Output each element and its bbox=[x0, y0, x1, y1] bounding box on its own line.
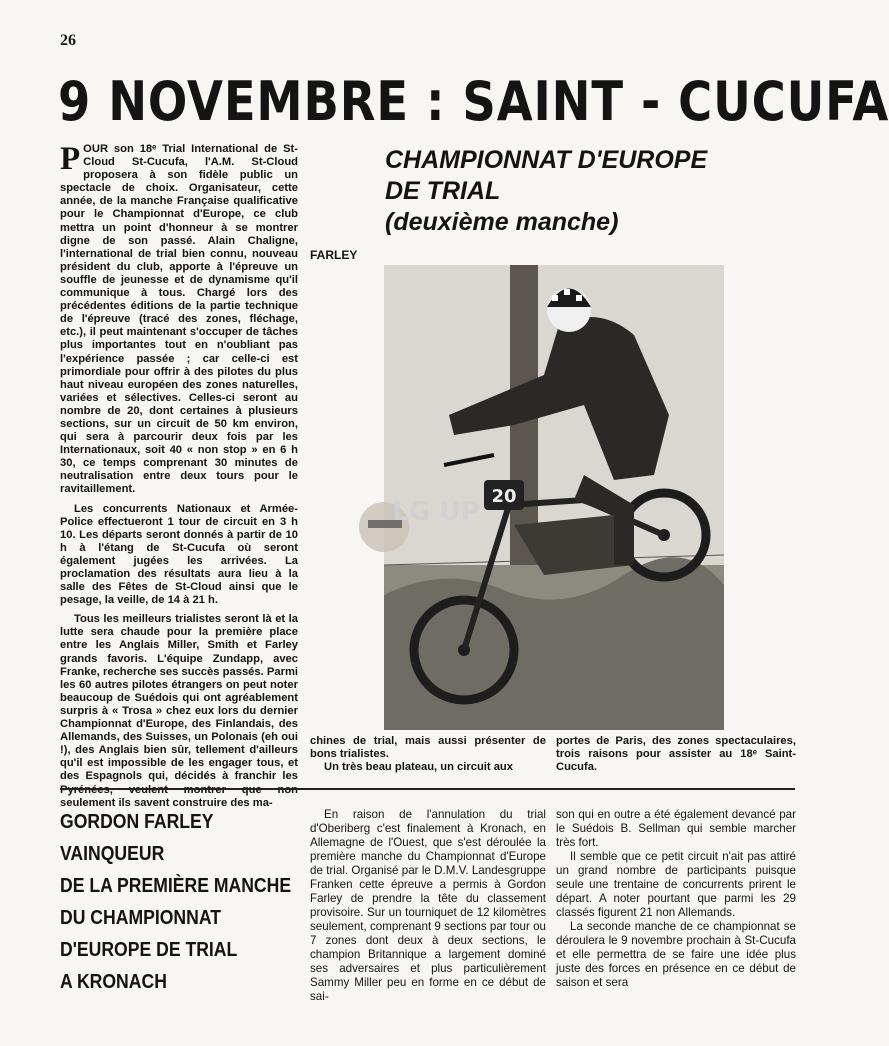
article-paragraph-3: Tous les meilleurs trialistes seront là et la lutte sera chaude pour la première place entre les Anglais Miller, Smith et Farley grands favoris. L'équipe Zundapp, avec Franke, recherche ses succès passés. Parmi les 60 autres pilotes étrangers on peut noter beaucoup de Suédois qui ont agréablement surpris à « Trosa » chez eux lors du dernier Championnat d'Europe, des Finlandais, des Allemands, des Suisses, un Polonais (eh oui !), des Anglais bien sûr, tellement d'ailleurs qu'il est impossible de les engager tous, et des Espagnols qui, décidés à franchir les seulement ils savent construire des ma- bbox=[60, 613, 298, 809]
article-continuation-middle: chines de trial, mais aussi présenter de bons trialistes. bbox=[310, 735, 546, 761]
article-continuation-right: portes de Paris, des zones spectaculaires, trois raisons pour assister au 18ᵉ Saint-Cucufa. bbox=[556, 735, 796, 774]
second-title-line-2: VAINQUEUR bbox=[60, 843, 165, 865]
article-paragraph-1: POUR son 18ᵉ Trial International de St-Cloud St-Cucufa, l'A.M. St-Cloud proposera à son fidèle public un spectacle de choix. Organisateur, cette année, de la manche Française qualificative pour le Championnat d'Europe, ce club mettra un point d'honneur à se montrer digne de son passé. Alain Chaligne, l'international de trial bien connu, nouveau président du club, apporte à l'épreuve un souffle de jeunesse et de dynamisme qu'il communique à tous. Chargé lors des précédentes éditions de la partie technique de l'épreuve (tracé des zones, fléchage, etc.), il peut maintenant s'occuper de tâches plus importantes tout en n'oubliant pas l'expérience passée ; car celle-ci est primordiale pour offrir à des pilotes du plus haut niveau européen des zones naturelles, variées et sélectives. Celles-ci seront au nombre de 20, dont certaines à plusieurs sections, sur un circuit de 50 km environ, qui sera à parcourir deux fois par les Internationaux, soit 40 « non stop » en 6 h 30, ce temps comprenant 30 minutes de neutralisation entre deux tours pour le ravitaillement. bbox=[60, 141, 298, 496]
subtitle-line-2: DE TRIAL bbox=[385, 177, 501, 205]
second-title-line-1: GORDON FARLEY bbox=[60, 811, 214, 833]
second-title-line-6: A KRONACH bbox=[60, 971, 167, 993]
second-article-column-1 bbox=[310, 808, 546, 1004]
second-article-column-2 bbox=[556, 808, 796, 990]
article-column-middle bbox=[310, 735, 546, 780]
subtitle-line-3: (deuxième manche) bbox=[385, 208, 619, 236]
article-column-right bbox=[556, 735, 796, 780]
second-article-paragraph-1: En raison de l'annulation du trial d'Oberiberg c'est finalement à Kronach, en Allemagne de l'Ouest, que s'est déroulée la première manche du Championnat d'Europe de trial. Organisé par le D.M.V. Landesgruppe Franken cette épreuve a permis à Gordon Farley de prendre la tête du classement provisoire. Sur un tourniquet de 12 kilomètres seulement, comprenant 9 sections par tour ou 7 zones dont deux à deux sections, le champion Britannique a largement dominé ses adversaires et plus particulièrement Sammy Miller peu en forme en ce début de sai- bbox=[310, 808, 546, 1003]
page-number: 26 bbox=[60, 32, 76, 49]
plate-number: 20 bbox=[491, 486, 517, 507]
second-title-line-3: DE LA PREMIÈRE MANCHE bbox=[60, 875, 292, 897]
photo-caption: FARLEY bbox=[310, 248, 358, 262]
second-title-line-5: D'EUROPE DE TRIAL bbox=[60, 939, 238, 961]
second-article-paragraph-2: son qui en outre a été également devancé par le Suédois B. Sellman qui semble marcher très fort. bbox=[556, 808, 796, 849]
second-article-paragraph-4: La seconde manche de ce championnat se déroulera le 9 novembre prochain à St-Cucufa et elle permettra de se faire une idée plus juste des forces en présence en ce début de saison et sera bbox=[556, 920, 796, 989]
article-paragraph-4: Un très beau plateau, un circuit aux bbox=[324, 761, 513, 774]
second-article-title bbox=[60, 806, 300, 998]
drop-cap: P bbox=[60, 141, 81, 177]
subtitle-line-1: CHAMPIONNAT D'EUROPE bbox=[385, 146, 708, 174]
section-divider bbox=[60, 788, 795, 790]
second-article-paragraph-3: Il semble que ce petit circuit n'ait pas attiré un grand nombre de participants puisque seule une trentaine de concurrents prirent le départ. A noter pourtant que parmi les 29 classés figurent 21 non Allemands. bbox=[556, 850, 796, 919]
article-column-left bbox=[60, 143, 298, 816]
watermark-stamp-icon bbox=[356, 482, 480, 572]
article-subtitle bbox=[385, 145, 805, 238]
stamp-text: LG UP bbox=[392, 497, 480, 527]
page-headline: 9 NOVEMBRE : SAINT - CUCUFA bbox=[58, 70, 889, 133]
article-paragraph-2: Les concurrents Nationaux et Armée-Police effectueront 1 tour de circuit en 3 h 10. Les départs seront donnés à partir de 10 h à l'étang de St-Cucufa où seront également jugées les arrivées. La proclamation des résultats aura lieu à la salle des Fêtes de St-Cloud ainsi que le pesage, la veille, de 14 à 21 h. bbox=[60, 502, 298, 607]
second-title-line-4: DU CHAMPIONNAT bbox=[60, 907, 221, 929]
